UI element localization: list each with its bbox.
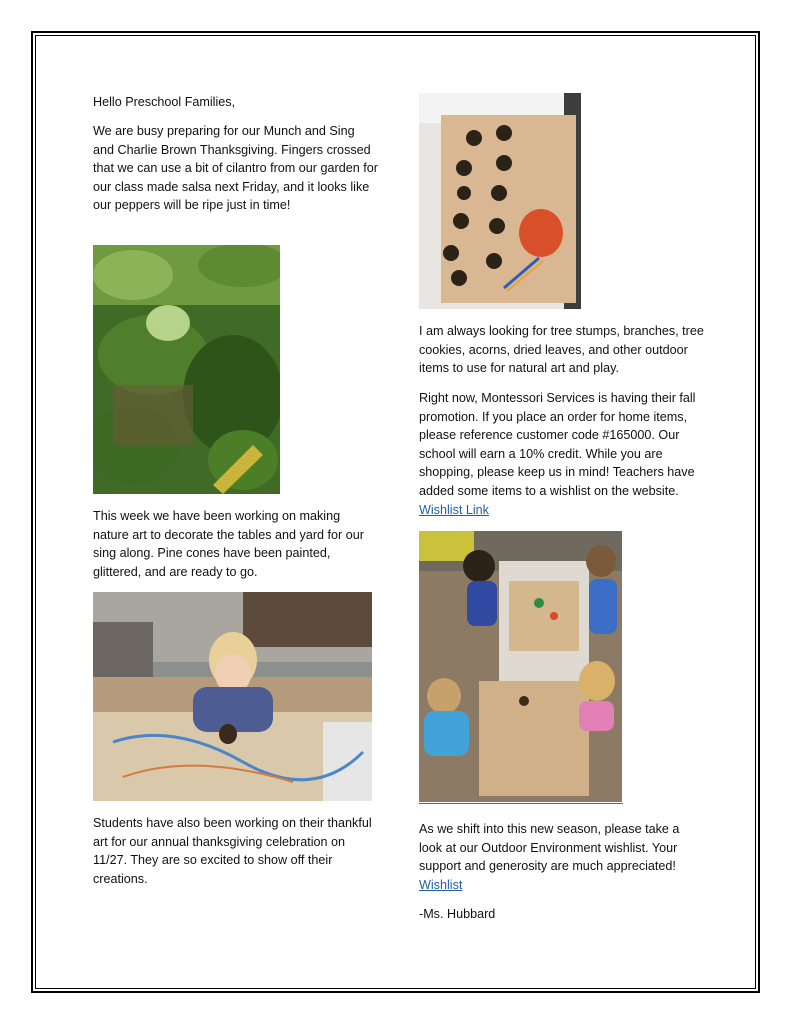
greeting: Hello Preschool Families, <box>93 95 236 109</box>
outdoor-wishlist-link[interactable]: Wishlist <box>419 877 463 892</box>
season-paragraph <box>419 820 704 894</box>
painted-pinecones-photo <box>419 93 581 309</box>
wishlist-link[interactable]: Wishlist Link <box>419 502 489 517</box>
tree-items-paragraph: I am always looking for tree stumps, branches, tree cookies, acorns, dried leaves, and other outdoor items to use for natural art and play. <box>419 324 704 376</box>
pepper-plant-photo <box>93 245 280 494</box>
nature-art-paragraph: This week we have been working on making nature art to decorate the tables and yard for our sing along. Pine cones have been painted, glittered, and are ready to go. <box>93 509 364 579</box>
promotion-text: Right now, Montessori Services is having their fall promotion. If you place an order for home items, please reference customer code #165000. Our school will earn a 10% credit. While you are shopping, please keep us in mind! Teachers have added some items to a wishlist on the website. <box>419 391 696 498</box>
intro-paragraph: We are busy preparing for our Munch and Sing and Charlie Brown Thanksgiving. Fingers crossed that we can use a bit of cilantro from our garden for our class made salsa next Friday, and it looks like our peppers will be ripe just in time! <box>93 124 378 213</box>
promotion-paragraph <box>419 389 704 519</box>
child-painting-pinecone-photo <box>93 592 372 801</box>
signature: -Ms. Hubbard <box>419 907 496 921</box>
divider-line <box>419 803 623 804</box>
children-art-table-photo <box>419 531 622 802</box>
thankful-art-paragraph: Students have also been working on their thankful art for our annual thanksgiving celebration on 11/27. They are so excited to show off their creations. <box>93 816 372 886</box>
season-text: As we shift into this new season, please take a look at our Outdoor Environment wishlist. Your support and generosity are much appreciated! <box>419 822 680 874</box>
